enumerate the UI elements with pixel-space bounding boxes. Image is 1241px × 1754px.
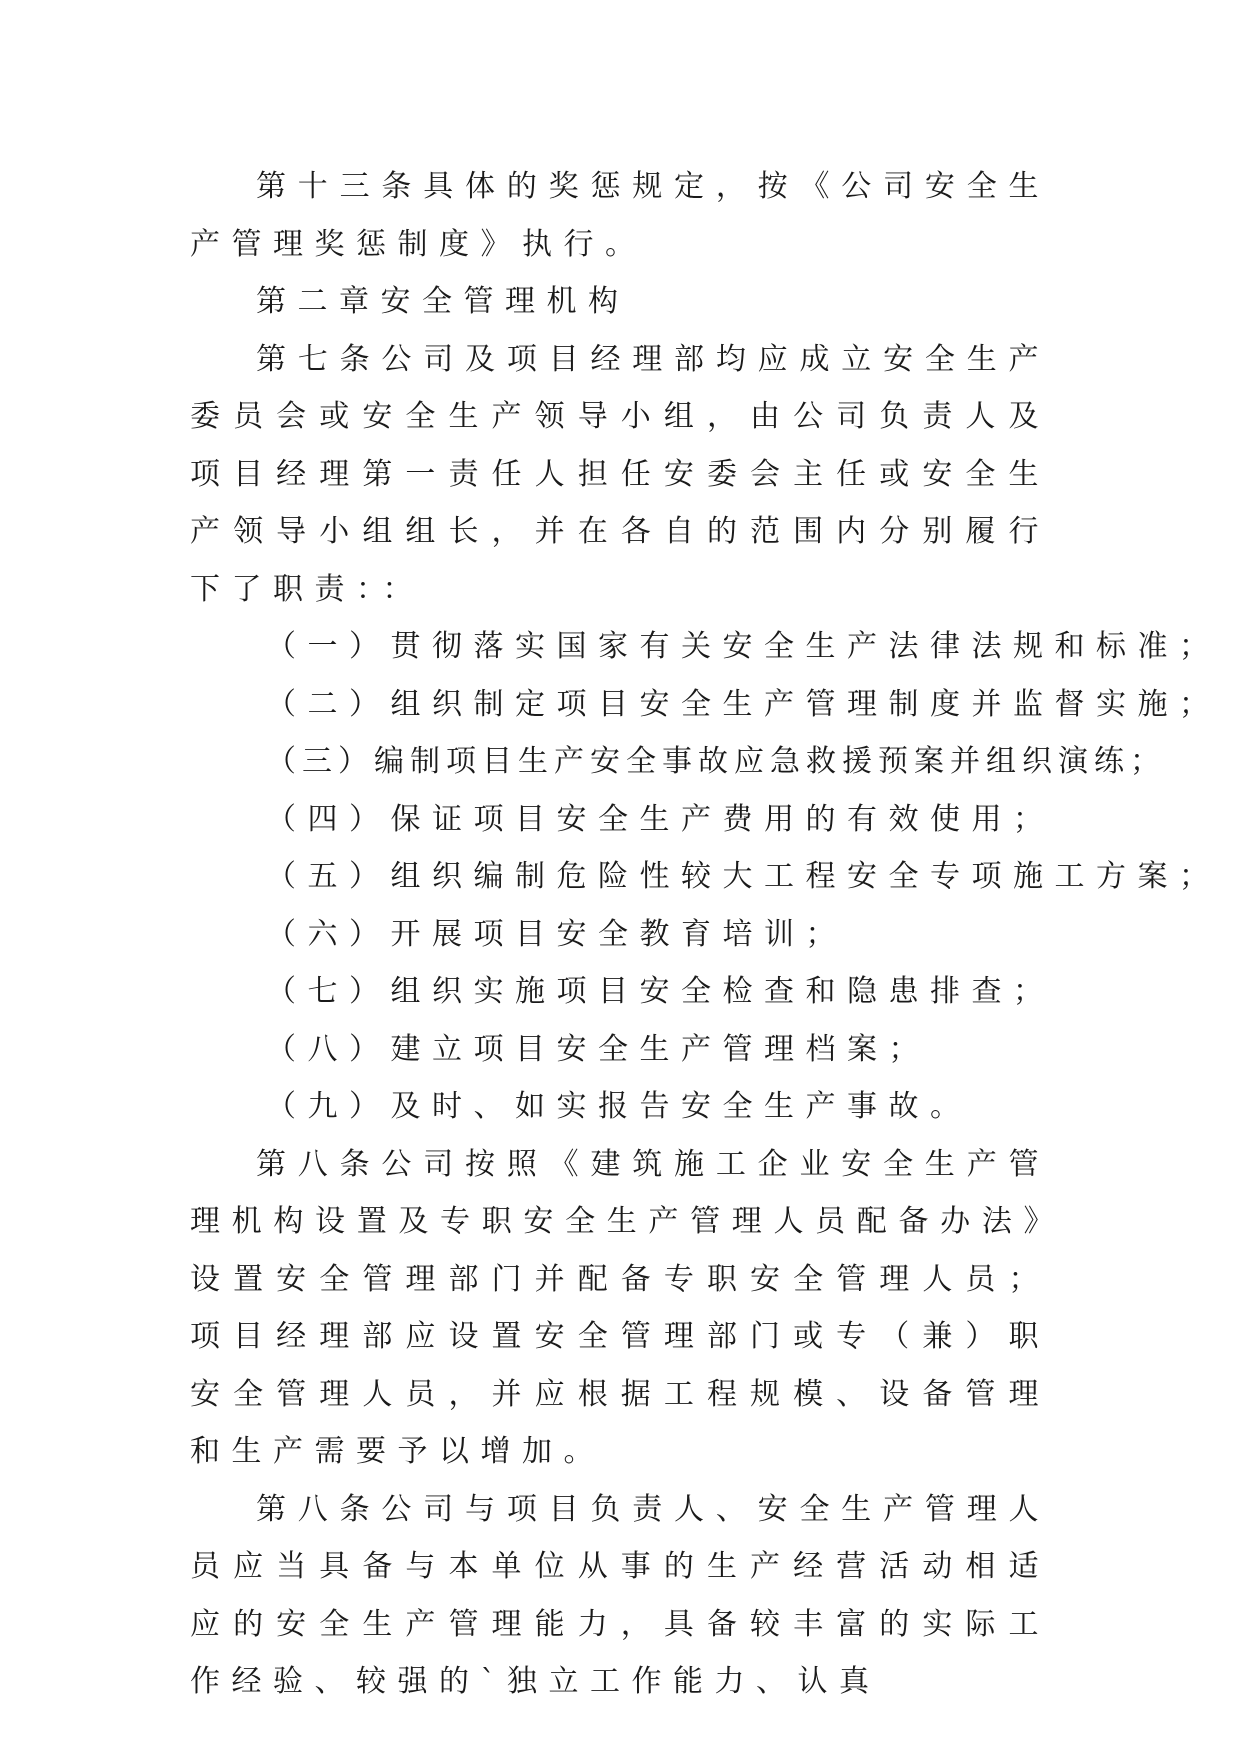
article-13-paragraph: 第十三条具体的奖惩规定，按《公司安全生产管理奖惩制度》执行。 [190, 169, 1050, 262]
list-item: （三）编制项目生产安全事故应急救援预案并组织演练； [266, 744, 1166, 779]
list-item: （一）贯彻落实国家有关安全生产法律法规和标准； [266, 629, 1221, 664]
article-8-second-paragraph: 第八条公司与项目负责人、安全生产管理人员应当具备与本单位从事的生产经营活动相适应的安全生产管理能力，具备较丰富的实际工作经验、较强的`独立工作能力、认真 [190, 1491, 1050, 1699]
document-body [190, 158, 1221, 1711]
article-8-paragraph: 第八条公司按照《建筑施工企业安全生产管理机构设置及专职安全生产管理人员配备办法》设置安全管理部门并配备专职安全管理人员；项目经理部应设置安全管理部门或专（兼）职安全管理人员，并应根据工程规模、设备管理和生产需要予以增加。 [190, 1146, 1050, 1469]
duties-list [190, 618, 1221, 1136]
list-item: （二）组织制定项目安全生产管理制度并监督实施； [266, 686, 1221, 722]
list-item: （四）保证项目安全生产费用的有效使用； [266, 801, 1055, 837]
list-item: （七）组织实施项目安全检查和隐患排查； [266, 974, 1055, 1009]
article-7-paragraph: 第七条公司及项目经理部均应成立安全生产委员会或安全生产领导小组，由公司负责人及项目经理第一责任人担任安委会主任或安全生产领导小组组长，并在各自的范围内分别履行下了职责：： [190, 341, 1050, 607]
chapter-heading: 第二章安全管理机构 [256, 284, 630, 319]
list-item: （八）建立项目安全生产管理档案； [266, 1031, 930, 1067]
list-item: （五）组织编制危险性较大工程安全专项施工方案； [266, 859, 1221, 894]
list-item: （九）及时、如实报告安全生产事故。 [266, 1089, 972, 1124]
list-item: （六）开展项目安全教育培训； [266, 916, 847, 952]
